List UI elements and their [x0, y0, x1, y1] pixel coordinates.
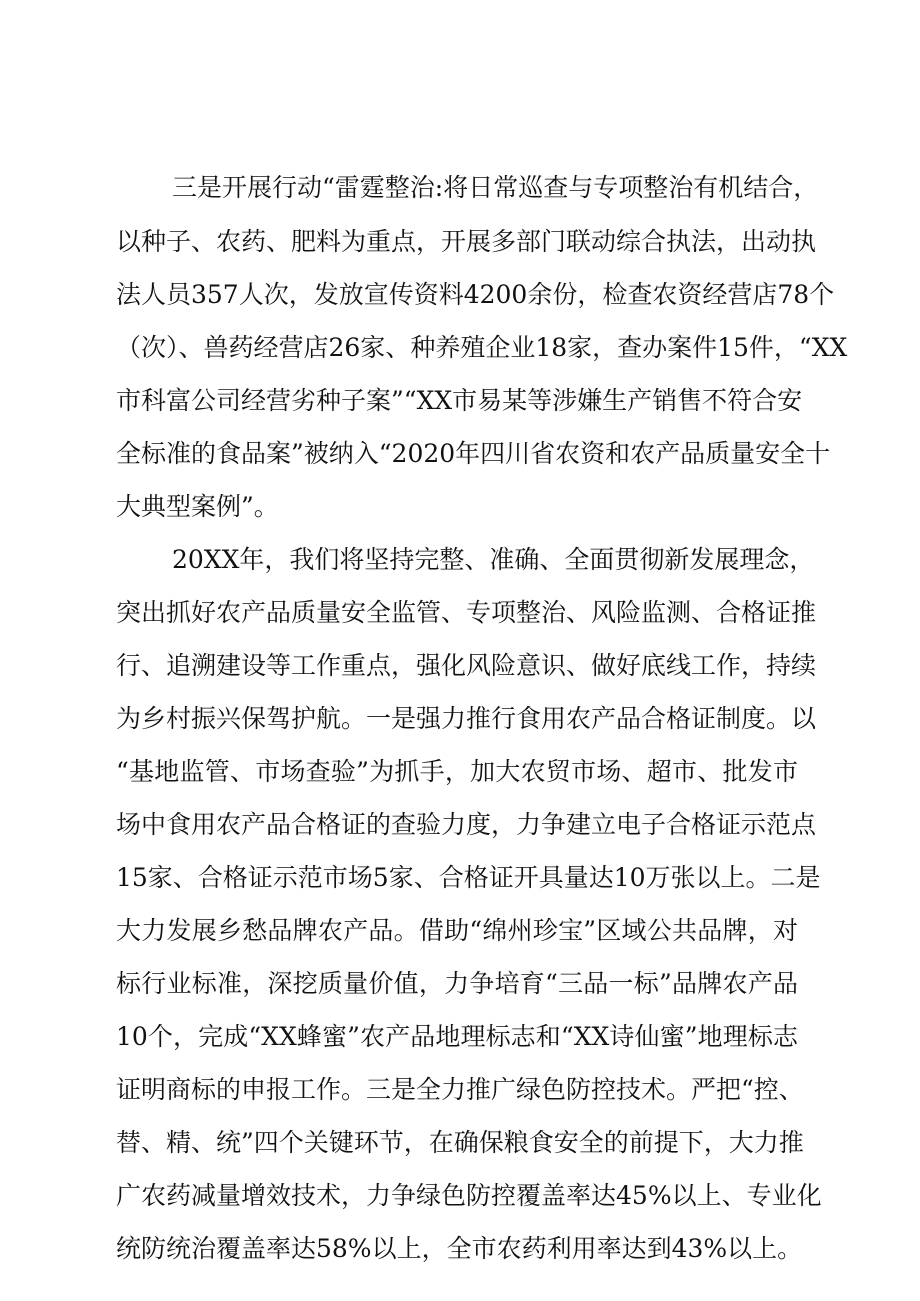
paragraph-2-line-3: 行、追溯建设等工作重点，强化风险意识、做好底线工作，持续	[116, 651, 817, 680]
paragraph-2-line-10: 10个，完成“XX蜂蜜”农产品地理标志和“XX诗仙蜜”地理标志	[116, 1022, 798, 1051]
paragraph-1-line-5: 市科富公司经营劣种子案”“XX市易某等涉嫌生产销售不符合安	[116, 386, 803, 415]
paragraph-1-line-3: 法人员357人次，发放宣传资料4200余份，检查农资经营店78个	[116, 280, 835, 309]
paragraph-2-line-1: 20XX年，我们将坚持完整、准确、全面贯彻新发展理念，	[172, 545, 815, 574]
paragraph-2-line-13: 广农药减量增效技术，力争绿色防控覆盖率达45%以上、专业化	[116, 1181, 822, 1210]
paragraph-2-line-11: 证明商标的申报工作。三是全力推广绿色防控技术。严把“控、	[116, 1075, 804, 1104]
paragraph-2-line-2: 突出抓好农产品质量安全监管、专项整治、风险监测、合格证推	[116, 598, 817, 627]
paragraph-2-line-6: 场中食用农产品合格证的查验力度，力争建立电子合格证示范点	[116, 810, 817, 839]
paragraph-1-line-4: （次）、兽药经营店26家、种养殖企业18家，查办案件15件，“XX	[116, 333, 848, 362]
paragraph-2-line-9: 标行业标准，深挖质量价值，力争培育“三品一标”品牌农产品	[116, 969, 798, 998]
paragraph-1-line-2: 以种子、农药、肥料为重点，开展多部门联动综合执法，出动执	[116, 227, 817, 256]
paragraph-2-line-14: 统防统治覆盖率达58%以上，全市农药利用率达到43%以上。	[116, 1234, 803, 1263]
paragraph-1-line-6: 全标准的食品案”被纳入“2020年四川省农资和农产品质量安全十	[116, 439, 831, 468]
paragraph-2-line-12: 替、精、统”四个关键环节，在确保粮食安全的前提下，大力推	[116, 1128, 804, 1157]
paragraph-2-line-5: “基地监管、市场查验”为抓手，加大农贸市场、超市、批发市	[116, 757, 798, 786]
paragraph-1-line-1: 三是开展行动“雷霆整治:将日常巡查与专项整治有机结合，	[172, 173, 819, 202]
paragraph-2-line-7: 15家、合格证示范市场5家、合格证开具量达10万张以上。二是	[116, 863, 821, 892]
paragraph-2-line-8: 大力发展乡愁品牌农产品。借助“绵州珍宝”区域公共品牌，对	[116, 916, 798, 945]
paragraph-2-line-4: 为乡村振兴保驾护航。一是强力推行食用农产品合格证制度。以	[116, 704, 817, 733]
paragraph-1-line-7: 大典型案例”。	[116, 492, 279, 521]
